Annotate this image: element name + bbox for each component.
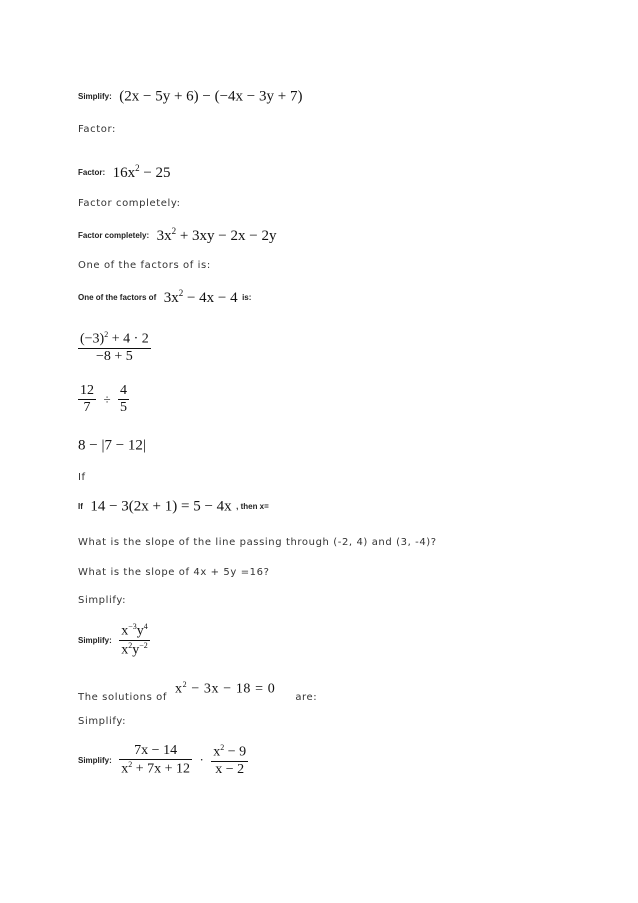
factor-text: Factor:	[78, 124, 117, 135]
factors-of-image	[78, 288, 254, 307]
simplify-expression: (2x − 5y + 6) − (−4x − 3y + 7)	[119, 88, 303, 105]
fraction-1	[78, 330, 151, 365]
fraction-4-5-numerator: 4	[118, 383, 129, 400]
factor-label: Factor:	[78, 168, 106, 177]
quadratic-equation: $x^2 - 3x - 18 = 0$	[175, 680, 276, 697]
absolute-value-expression	[78, 437, 146, 455]
rational-fraction-2-denominator: x − 2	[215, 761, 245, 777]
factors-of-label: One of the factors of	[78, 293, 157, 302]
simplify-expression-image	[78, 88, 302, 106]
equation-prefix: If	[78, 502, 83, 512]
if-text: If	[78, 472, 86, 483]
solutions-are-text: are:	[295, 691, 318, 703]
fraction-12-7-denominator: 7	[83, 400, 91, 416]
rational-fraction-2	[211, 743, 248, 778]
simplify-exponent-label: Simplify:	[78, 635, 112, 645]
factors-of-text: One of the factors of is:	[78, 260, 211, 271]
fraction-12-7-numerator: 12	[78, 383, 96, 400]
factor-completely-image	[78, 226, 276, 245]
factors-of-expression: $3x^2 - 4x - 4$	[163, 288, 238, 306]
exponent-fraction	[119, 622, 150, 659]
exponent-fraction-numerator: $x^{-3}y^4$	[119, 622, 150, 641]
fraction-expression-1	[78, 330, 151, 365]
equation-image	[78, 498, 272, 516]
rational-fraction-1-numerator: 7x − 14	[119, 743, 192, 760]
equation-suffix: , then x=	[236, 502, 269, 512]
factor-completely-label: Factor completely:	[78, 231, 150, 240]
rational-fraction-2-numerator: $x^2 - 9$	[211, 743, 248, 762]
simplify-text-2: Simplify:	[78, 716, 127, 727]
factor-completely-expression: $3x^2 + 3xy - 2x - 2y$	[156, 226, 277, 244]
simplify-exponent-image	[78, 622, 150, 659]
rational-fraction-1	[119, 743, 192, 778]
simplify-rational-label: Simplify:	[78, 755, 112, 765]
factors-of-suffix: is:	[242, 293, 252, 302]
simplify-rational-image	[78, 743, 248, 778]
slope-of-line-text: What is the slope of 4x + 5y =16?	[78, 567, 270, 578]
fraction-4-5	[118, 383, 129, 416]
equation-expression: 14 − 3(2x + 1) = 5 − 4x	[90, 498, 232, 515]
solutions-of-line	[78, 680, 318, 706]
division-operator: ÷	[103, 391, 111, 407]
factor-expression-image	[78, 163, 171, 182]
fraction-1-numerator: $(-3)^2 + 4 \cdot 2$	[78, 330, 151, 349]
simplify-text-1: Simplify:	[78, 595, 127, 606]
division-expression	[78, 383, 129, 416]
rational-fraction-1-denominator: $x^2 + 7x + 12$	[121, 760, 191, 777]
absolute-value-expr: 8 − |7 − 12|	[78, 437, 146, 454]
factor-expression: $16x^2 - 25$	[112, 163, 171, 181]
solutions-of-text: The solutions of	[78, 691, 168, 703]
fraction-12-7	[78, 383, 96, 416]
exponent-fraction-denominator: $x^2y^{-2}$	[121, 640, 148, 658]
fraction-1-denominator: −8 + 5	[96, 348, 133, 364]
multiply-operator: ·	[199, 752, 204, 768]
fraction-4-5-denominator: 5	[120, 400, 128, 416]
slope-through-points-text: What is the slope of the line passing through (-2, 4) and (3, -4)?	[78, 537, 437, 548]
simplify-label: Simplify:	[78, 92, 112, 102]
factor-completely-text: Factor completely:	[78, 198, 181, 209]
